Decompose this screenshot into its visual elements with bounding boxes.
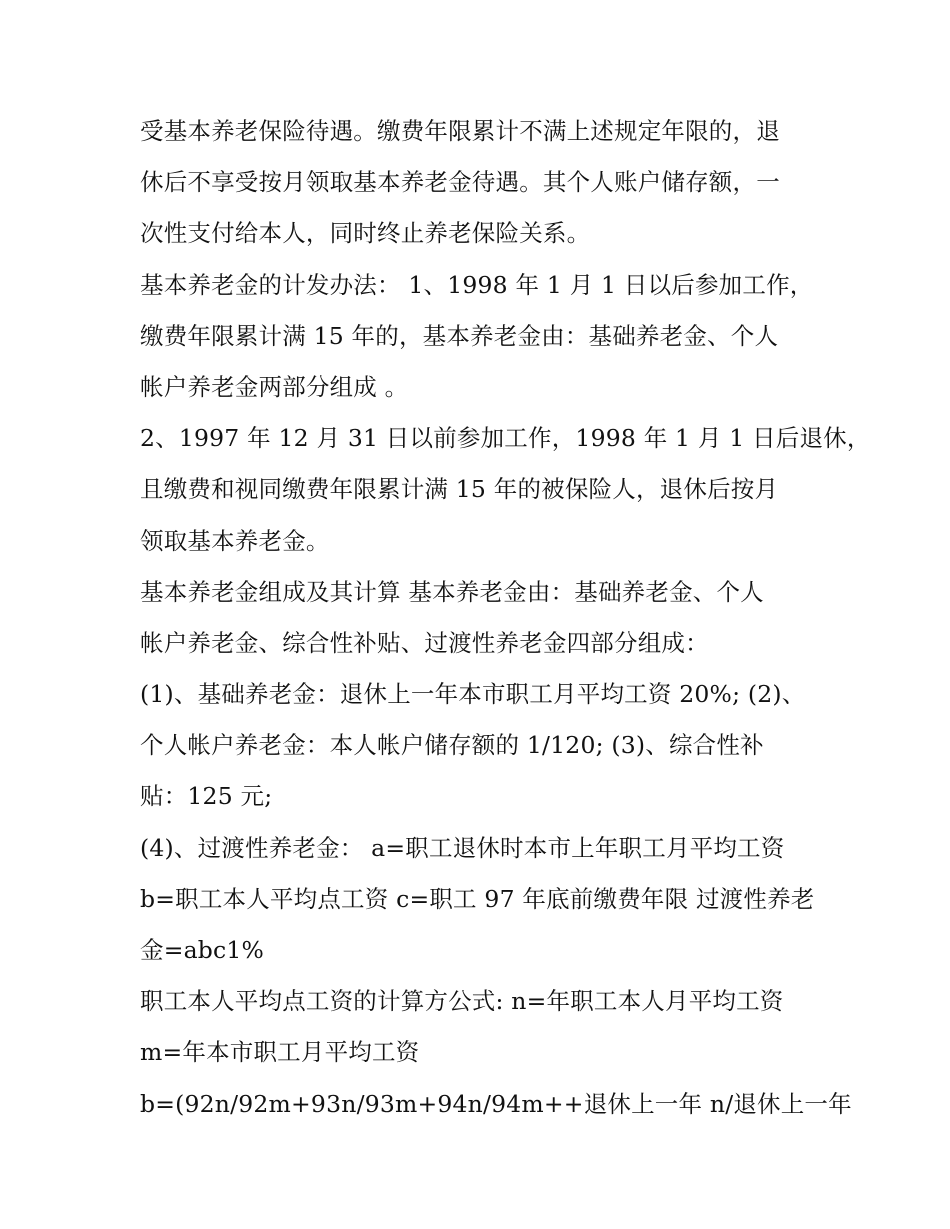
text-line: 且缴费和视同缴费年限累计满 15 年的被保险人，退休后按月 (140, 475, 779, 504)
text-line: 帐户养老金两部分组成 。 (140, 372, 409, 401)
text-line: 受基本养老保险待遇。缴费年限累计不满上述规定年限的，退 (140, 117, 780, 145)
text-line: 基本养老金的计发办法： 1、1998 年 1 月 1 日以后参加工作， (140, 270, 814, 299)
text-line: b=职工本人平均点工资 c=职工 97 年底前缴费年限 过渡性养老 (140, 884, 815, 913)
document-body (140, 106, 871, 1130)
text-line: (4)、过渡性养老金： a=职工退休时本市上年职工月平均工资 (140, 833, 785, 862)
text-line: b=(92n/92m+93n/93m+94n/94m++退休上一年 n/退休上一年 (140, 1089, 852, 1118)
text-line: 领取基本养老金。 (140, 526, 330, 555)
text-line: 贴：125 元; (140, 782, 273, 811)
text-line: 基本养老金组成及其计算 基本养老金由：基础养老金、个人 (140, 577, 764, 606)
text-line: 休后不享受按月领取基本养老金待遇。其个人账户储存额，一 (140, 168, 780, 197)
text-line: 缴费年限累计满 15 年的，基本养老金由：基础养老金、个人 (140, 321, 779, 350)
text-line: 职工本人平均点工资的计算方公式: n=年职工本人月平均工资 (140, 987, 784, 1016)
text-line: 2、1997 年 12 月 31 日以前参加工作，1998 年 1 月 1 日后退休， (140, 424, 871, 453)
text-line: m=年本市职工月平均工资 (140, 1038, 420, 1067)
text-line: 帐户养老金、综合性补贴、过渡性养老金四部分组成： (140, 628, 709, 657)
text-line: 个人帐户养老金：本人帐户储存额的 1/120; (3)、综合性补 (140, 731, 764, 760)
text-line: 金=abc1% (140, 936, 265, 964)
text-line: (1)、基础养老金：退休上一年本市职工月平均工资 20%; (2)、 (140, 680, 806, 709)
text-line: 次性支付给本人，同时终止养老保险关系。 (140, 219, 591, 248)
